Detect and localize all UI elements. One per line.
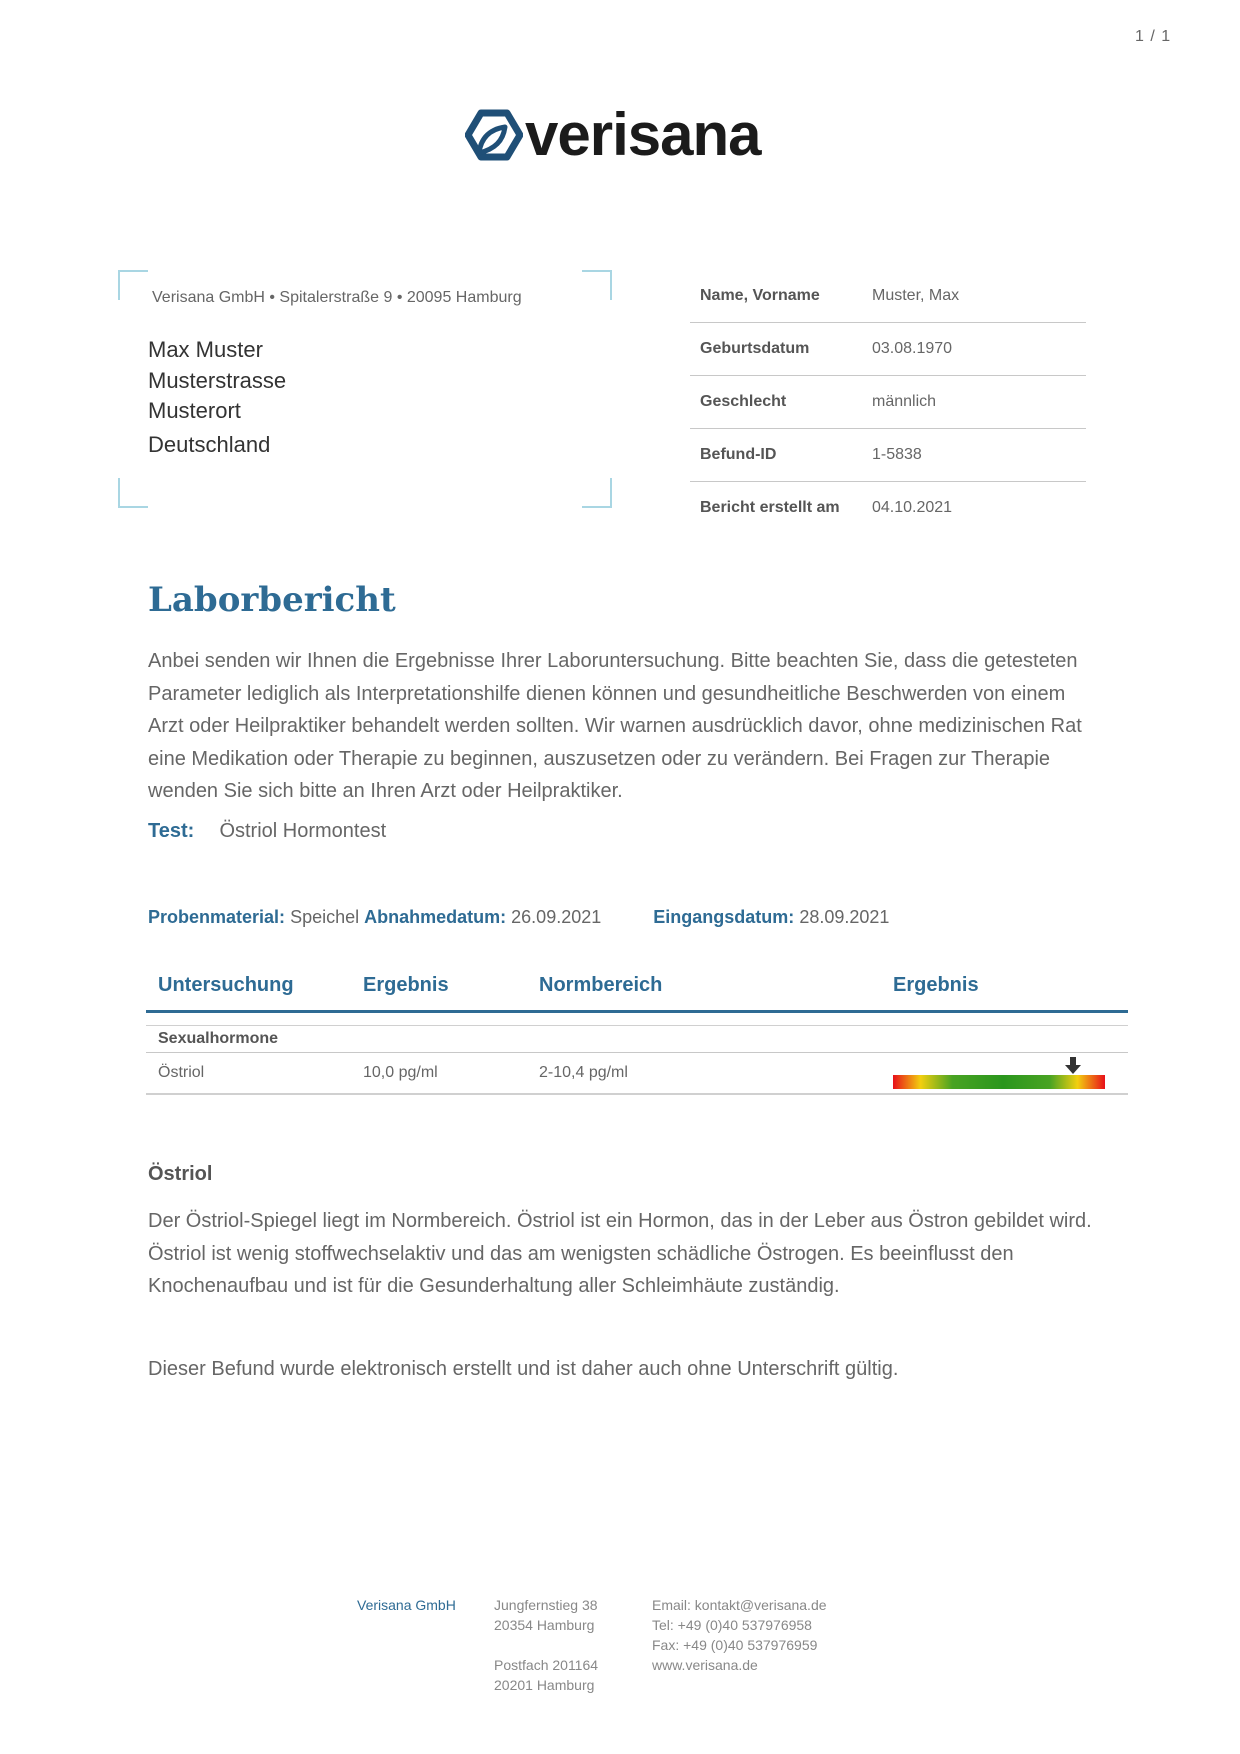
header-indicator: Ergebnis [893,973,979,996]
sample-receipt-label: Eingangsdatum: [653,907,795,927]
header-range: Normbereich [539,973,663,996]
footer-address [494,1595,598,1695]
results-table [146,960,1128,1095]
report-intro: Anbei senden wir Ihnen die Ergebnisse Ihrer Laboruntersuchung. Bitte beachten Sie, dass die getesteten Parameter lediglich als Interpretationshilfe dienen können und gesundheitliche Beschwerden von einem Arzt oder Heilpraktiker behandelt werden sollten. Wir warnen ausdrücklich davor, ohne medizinischen Rat eine Medikation oder Therapie zu beginnen, auszusetzen oder zu verändern. Bei Fragen zur Therapie wenden Sie sich bitte an Ihren Arzt oder Heilpraktiker. [148,650,1082,802]
results-group: Sexualhormone [146,1026,1128,1053]
info-row-report-date [690,482,1086,534]
address-bracket-top-right [582,270,612,300]
footer-contact [652,1595,827,1675]
recipient-city: Musterort [148,398,241,423]
sender-line: Verisana GmbH • Spitalerstraße 9 • 20095 Hamburg [152,289,522,306]
recipient-country: Deutschland [148,432,271,457]
recipient-name: Max Muster [148,337,263,362]
arrow-down-icon [1065,1057,1081,1075]
sample-info [148,907,889,928]
table-row [146,1053,1128,1095]
footer-address-line: 20201 Hamburg [494,1677,595,1693]
footer-address-line: 20354 Hamburg [494,1617,595,1633]
report-title: Laborbericht [148,580,396,620]
header-test: Untersuchung [158,973,294,996]
results-header-row [146,960,1128,1013]
info-label: Geschlecht [700,393,787,410]
range-gradient [893,1075,1105,1089]
sample-material-value: Speichel [290,907,360,927]
row-range: 2-10,4 pg/ml [539,1064,628,1081]
results-spacer [146,1013,1128,1026]
footer-address-line: Jungfernstieg 38 [494,1597,598,1613]
row-indicator [893,1057,1128,1089]
header-result: Ergebnis [363,973,449,996]
info-value: 1-5838 [872,446,922,463]
sample-receipt-value: 28.09.2021 [799,907,890,927]
address-bracket-bottom-left [118,478,148,508]
address-bracket-top-left [118,270,148,300]
sample-collection-label: Abnahmedatum: [364,907,507,927]
explanation-title: Östriol [148,1163,213,1185]
address-bracket-bottom-right [582,478,612,508]
recipient-street: Musterstrasse [148,368,287,393]
info-value: Muster, Max [872,287,960,304]
sample-material-label: Probenmaterial: [148,907,286,927]
info-row-gender [690,376,1086,429]
hexagon-leaf-icon [465,109,523,161]
patient-info-table [690,270,1086,534]
test-label: Test: [148,820,195,842]
info-label: Befund-ID [700,446,777,463]
info-label: Geburtsdatum [700,340,810,357]
explanation-text: Der Östriol-Spiegel liegt im Normbereich. Östriol ist ein Hormon, das in der Leber aus Östron gebildet wird. Östriol ist wenig stoffwechselaktiv und das am wenigsten schädliche Östrogen. Es beeinflusst den Knochenaufbau und ist für die Gesunderhaltung aller Schleimhäute zuständig. [148,1210,1092,1297]
page-number: 1 / 1 [1135,28,1172,45]
info-label: Bericht erstellt am [700,499,840,516]
info-value: 03.08.1970 [872,340,953,357]
info-label: Name, Vorname [700,287,820,304]
row-result: 10,0 pg/ml [363,1064,438,1081]
footer-address-line [494,1635,598,1655]
result-range-bar [893,1057,1105,1089]
test-value: Östriol Hormontest [219,820,387,842]
row-test-name: Östriol [158,1064,205,1081]
brand-name: verisana [525,101,761,168]
brand-logo [465,100,761,170]
sample-collection-value: 26.09.2021 [511,907,602,927]
signature-note: Dieser Befund wurde elektronisch erstellt und ist daher auch ohne Unterschrift gültig. [148,1358,899,1380]
info-row-birthdate [690,323,1086,376]
info-value: 04.10.2021 [872,499,953,516]
footer-address-line: Postfach 201164 [494,1657,599,1673]
info-row-name [690,270,1086,323]
footer-website[interactable]: www.verisana.de [652,1657,758,1673]
test-line [148,820,386,843]
info-value: männlich [872,393,937,410]
footer-fax: Fax: +49 (0)40 537976959 [652,1637,818,1653]
footer-company: Verisana GmbH [357,1597,456,1613]
footer-phone: Tel: +49 (0)40 537976958 [652,1617,812,1633]
footer-email[interactable]: Email: kontakt@verisana.de [652,1597,827,1613]
info-row-report-id [690,429,1086,482]
